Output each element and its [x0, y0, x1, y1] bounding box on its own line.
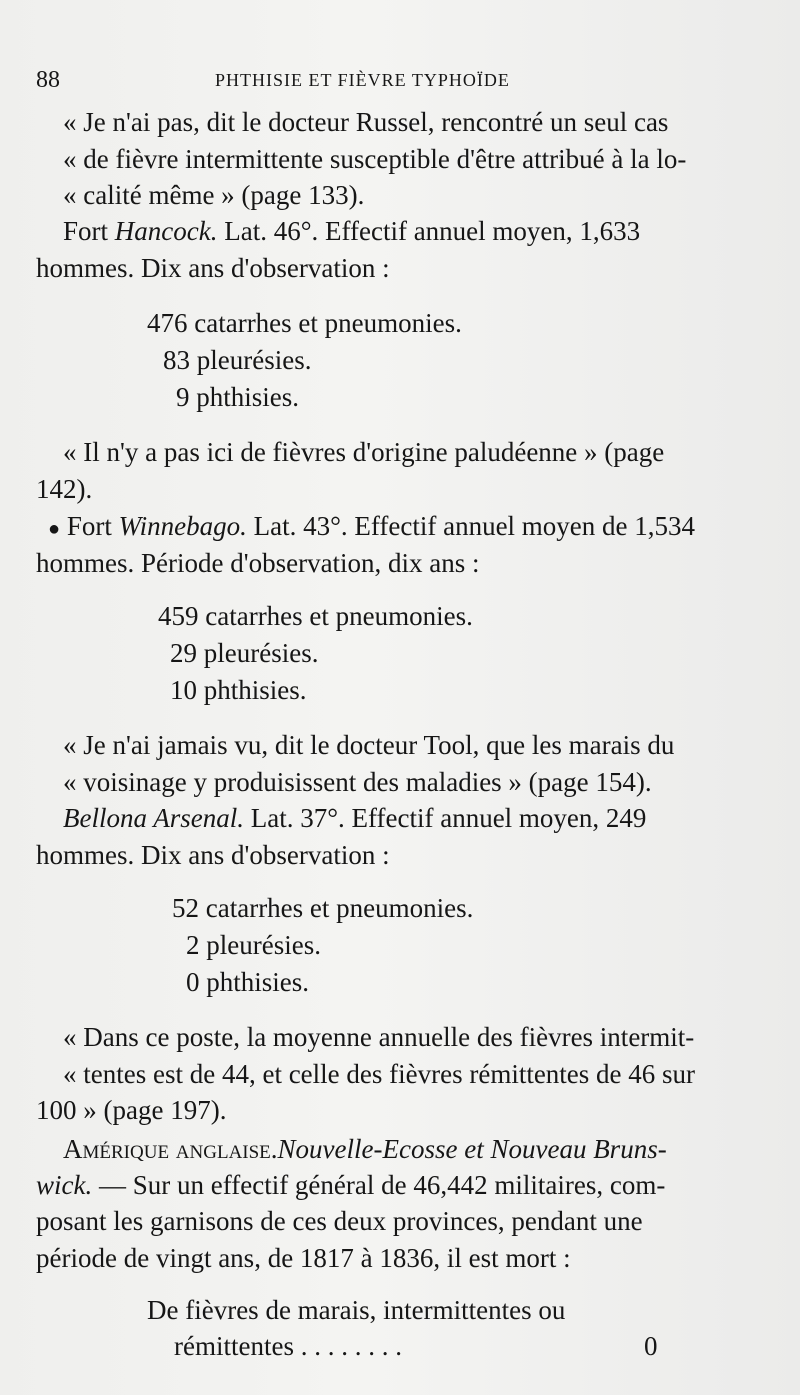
text-line: hommes. Période d'observation, dix ans : [36, 548, 480, 578]
arsenal-name: Bellona Arsenal. [63, 803, 244, 833]
quote-line: « Je n'ai jamais vu, dit le docteur Tool, que les marais du [63, 730, 675, 760]
arsenal-details: Lat. 37°. Effectif annuel moyen, 249 [243, 803, 647, 833]
place-name-end: wick. [36, 1170, 93, 1200]
text-line: hommes. Dix ans d'observation : [36, 840, 390, 870]
fort-name: Hancock. [114, 216, 218, 246]
fort-details: Lat. 43°. Effectif annuel moyen de 1,534 [246, 511, 696, 541]
place-name: Nouvelle-Ecosse et Nouveau Bruns- [277, 1134, 667, 1164]
stat-line: 83 pleurésies. [163, 345, 312, 375]
text-span: — Sur un effectif général de 46,442 militaires, com- [92, 1170, 666, 1200]
quote-line: « voisinage y produisissent des maladies » (page 154). [63, 767, 652, 797]
text-line: « de fièvre intermittente susceptible d'être attribué à la lo- [63, 144, 687, 174]
stat-line: 9 phthisies. [176, 382, 300, 412]
text-line: hommes. Dix ans d'observation : [36, 253, 390, 283]
text-line: posant les garnisons de ces deux provinces, pendant une [36, 1206, 643, 1236]
table-value: 0 [644, 1331, 658, 1361]
stat-line: 29 pleurésies. [170, 638, 319, 668]
page-number: 88 [36, 67, 60, 93]
bullet-icon: ● [48, 518, 61, 540]
stat-line: 2 pleurésies. [186, 930, 321, 960]
bellona-arsenal-entry [63, 800, 646, 836]
text-line: « calité même » (page 133). [63, 180, 365, 210]
stat-line: 10 phthisies. [170, 675, 307, 705]
quote-line: « Dans ce poste, la moyenne annuelle des fièvres intermit- [63, 1022, 695, 1052]
quote-line: « tentes est de 44, et celle des fièvres rémittentes de 46 sur [63, 1059, 696, 1089]
fort-details: Lat. 46°. Effectif annuel moyen, 1,633 [217, 216, 641, 246]
fort-winnebago-entry [48, 508, 695, 547]
table-line: De fièvres de marais, intermittentes ou [147, 1295, 566, 1325]
fort-word: Fort [63, 216, 109, 246]
fort-name: Winnebago. [118, 511, 247, 541]
stat-line: 459 catarrhes et pneumonies. [158, 601, 473, 631]
table-line: rémittentes . . . . . . . . [174, 1331, 402, 1361]
text-line: « Je n'ai pas, dit le docteur Russel, rencontré un seul cas [63, 107, 669, 137]
text-line [36, 1167, 665, 1203]
fort-word: Fort [66, 511, 112, 541]
stat-line: 0 phthisies. [186, 967, 310, 997]
quote-line: 100 » (page 197). [36, 1095, 227, 1125]
quote-line: 142). [36, 474, 93, 504]
section-heading: Amérique anglaise. [63, 1134, 278, 1164]
text-line: période de vingt ans, de 1817 à 1836, il est mort : [36, 1243, 571, 1273]
running-title: PHTHISIE ET FIÈVRE TYPHOÏDE [215, 70, 510, 90]
amerique-heading-line [63, 1131, 667, 1167]
quote-line: « Il n'y a pas ici de fièvres d'origine paludéenne » (page [63, 437, 665, 467]
stat-line: 476 catarrhes et pneumonies. [147, 308, 462, 338]
stat-line: 52 catarrhes et pneumonies. [172, 893, 474, 923]
fort-hancock-entry [63, 213, 640, 249]
